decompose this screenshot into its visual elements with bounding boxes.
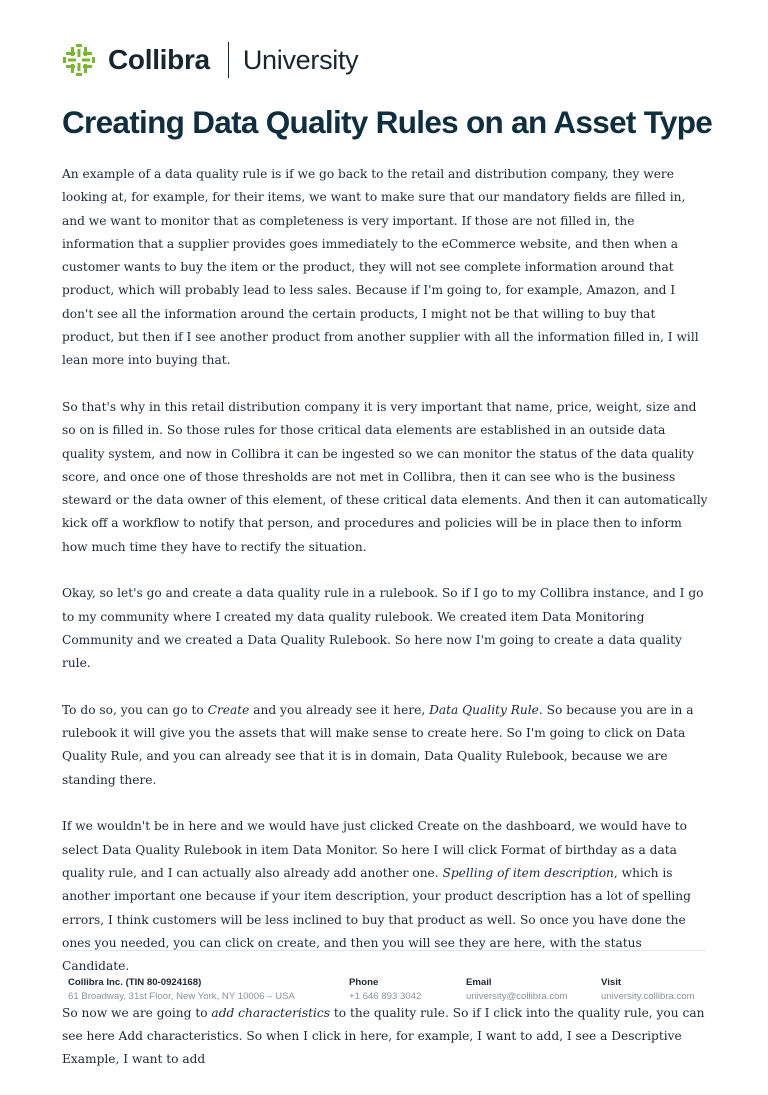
- paragraph: [62, 699, 710, 792]
- paragraph: Okay, so let's go and create a data quality rule in a rulebook. So if I go to my Collibra instance, and I go to my community where I created my data quality rulebook. We created item Data Monitoring Community and we created a Data Quality Rulebook. So here now I'm going to create a data quality rule.: [62, 586, 704, 671]
- paragraph: An example of a data quality rule is if we go back to the retail and distribution company, they were looking at, for example, for their items, we want to make sure that our mandatory fields are filled in, and we want to monitor that as completeness is very important. If those are not filled in, the information that a supplier provides goes immediately to the eCommerce website, and then when a customer wants to buy the item or the product, they will not see complete information around that product, which will probably lead to less sales. Because if I'm going to, for example, Amazon, and I don't see all the information around the certain products, I might not be that willing to buy that product, but then if I see another product from another supplier with all the information filled in, I will lean more into buying that.: [62, 167, 699, 368]
- emphasis-add-characteristics: add characteristics: [211, 1005, 330, 1020]
- text-run: and you already see it here,: [249, 702, 430, 717]
- paragraph: [62, 1002, 710, 1072]
- footer-email-label: Email: [466, 977, 492, 988]
- footer-divider: [62, 950, 706, 951]
- paragraph: [62, 815, 710, 978]
- text-run: . So because you are in a rulebook it will give you the assets that will make sense to create here. So I'm going to click on Data Quality Rule, and you can already see that it is in domain, Data Quality Rulebook, because we are standing there.: [62, 702, 694, 787]
- collibra-logo-icon: [62, 43, 96, 77]
- footer-company: [68, 976, 295, 1004]
- footer-phone-value: +1 646 893 3042: [349, 991, 422, 1002]
- footer-email: [466, 976, 567, 1004]
- paragraph: So that's why in this retail distribution company it is very important that name, price, weight, size and so on is filled in. So those rules for those critical data elements are established in an outside data quality system, and now in Collibra it can be ingested so we can monitor the status of the data quality score, and once one of those thresholds are not met in Collibra, then it can see who is the business steward or the data owner of this element, of these critical data elements. And then it can automatically kick off a workflow to notify that person, and procedures and policies will be in place then to inform how much time they have to rectify the situation.: [62, 399, 708, 554]
- section-name: University: [242, 44, 359, 75]
- footer-visit-label: Visit: [601, 977, 622, 988]
- text-run: To do so, you can go to: [62, 702, 208, 717]
- emphasis-spelling: Spelling of item description: [442, 865, 614, 880]
- article-body: [62, 163, 710, 1095]
- footer-company-address: 61 Broadway, 31st Floor, New York, NY 10006 – USA: [68, 991, 295, 1002]
- emphasis-data-quality-rule: Data Quality Rule: [429, 702, 539, 717]
- footer-visit: [601, 976, 695, 1004]
- text-run: to the quality rule. So if I click into the quality rule, you can see here Add characteristics. So when I click in here, for example, I want to add, I see a Descriptive Example, I want to add: [62, 1005, 705, 1067]
- text-run: , which is another important one because if your item description, your product description has a lot of spelling errors, I think customers will be less inclined to buy that product as well. So once you have done the ones you needed, you can click on create, and then you will see they are here, with the status Candidate.: [62, 865, 691, 974]
- emphasis-create: Create: [207, 702, 250, 717]
- header-divider: [228, 42, 229, 78]
- footer-company-label: Collibra Inc. (TIN 80-0924168): [68, 977, 202, 988]
- page-title: Creating Data Quality Rules on an Asset Type: [62, 104, 713, 140]
- footer-visit-link[interactable]: university.collibra.com: [601, 991, 695, 1002]
- text-run: So now we are going to: [62, 1005, 212, 1020]
- text-run: If we wouldn't be in here and we would have just clicked Create on the dashboard, we would have to select Data Quality Rulebook in item Data Monitor. So here I will click Format of birthday as a data quality rule, and I can actually also already add another one.: [62, 819, 687, 880]
- footer-phone: [349, 976, 421, 1004]
- page-header: [62, 40, 358, 80]
- brand-name: Collibra: [108, 44, 210, 75]
- footer-email-link[interactable]: university@collibra.com: [466, 991, 568, 1002]
- footer-phone-label: Phone: [349, 977, 379, 988]
